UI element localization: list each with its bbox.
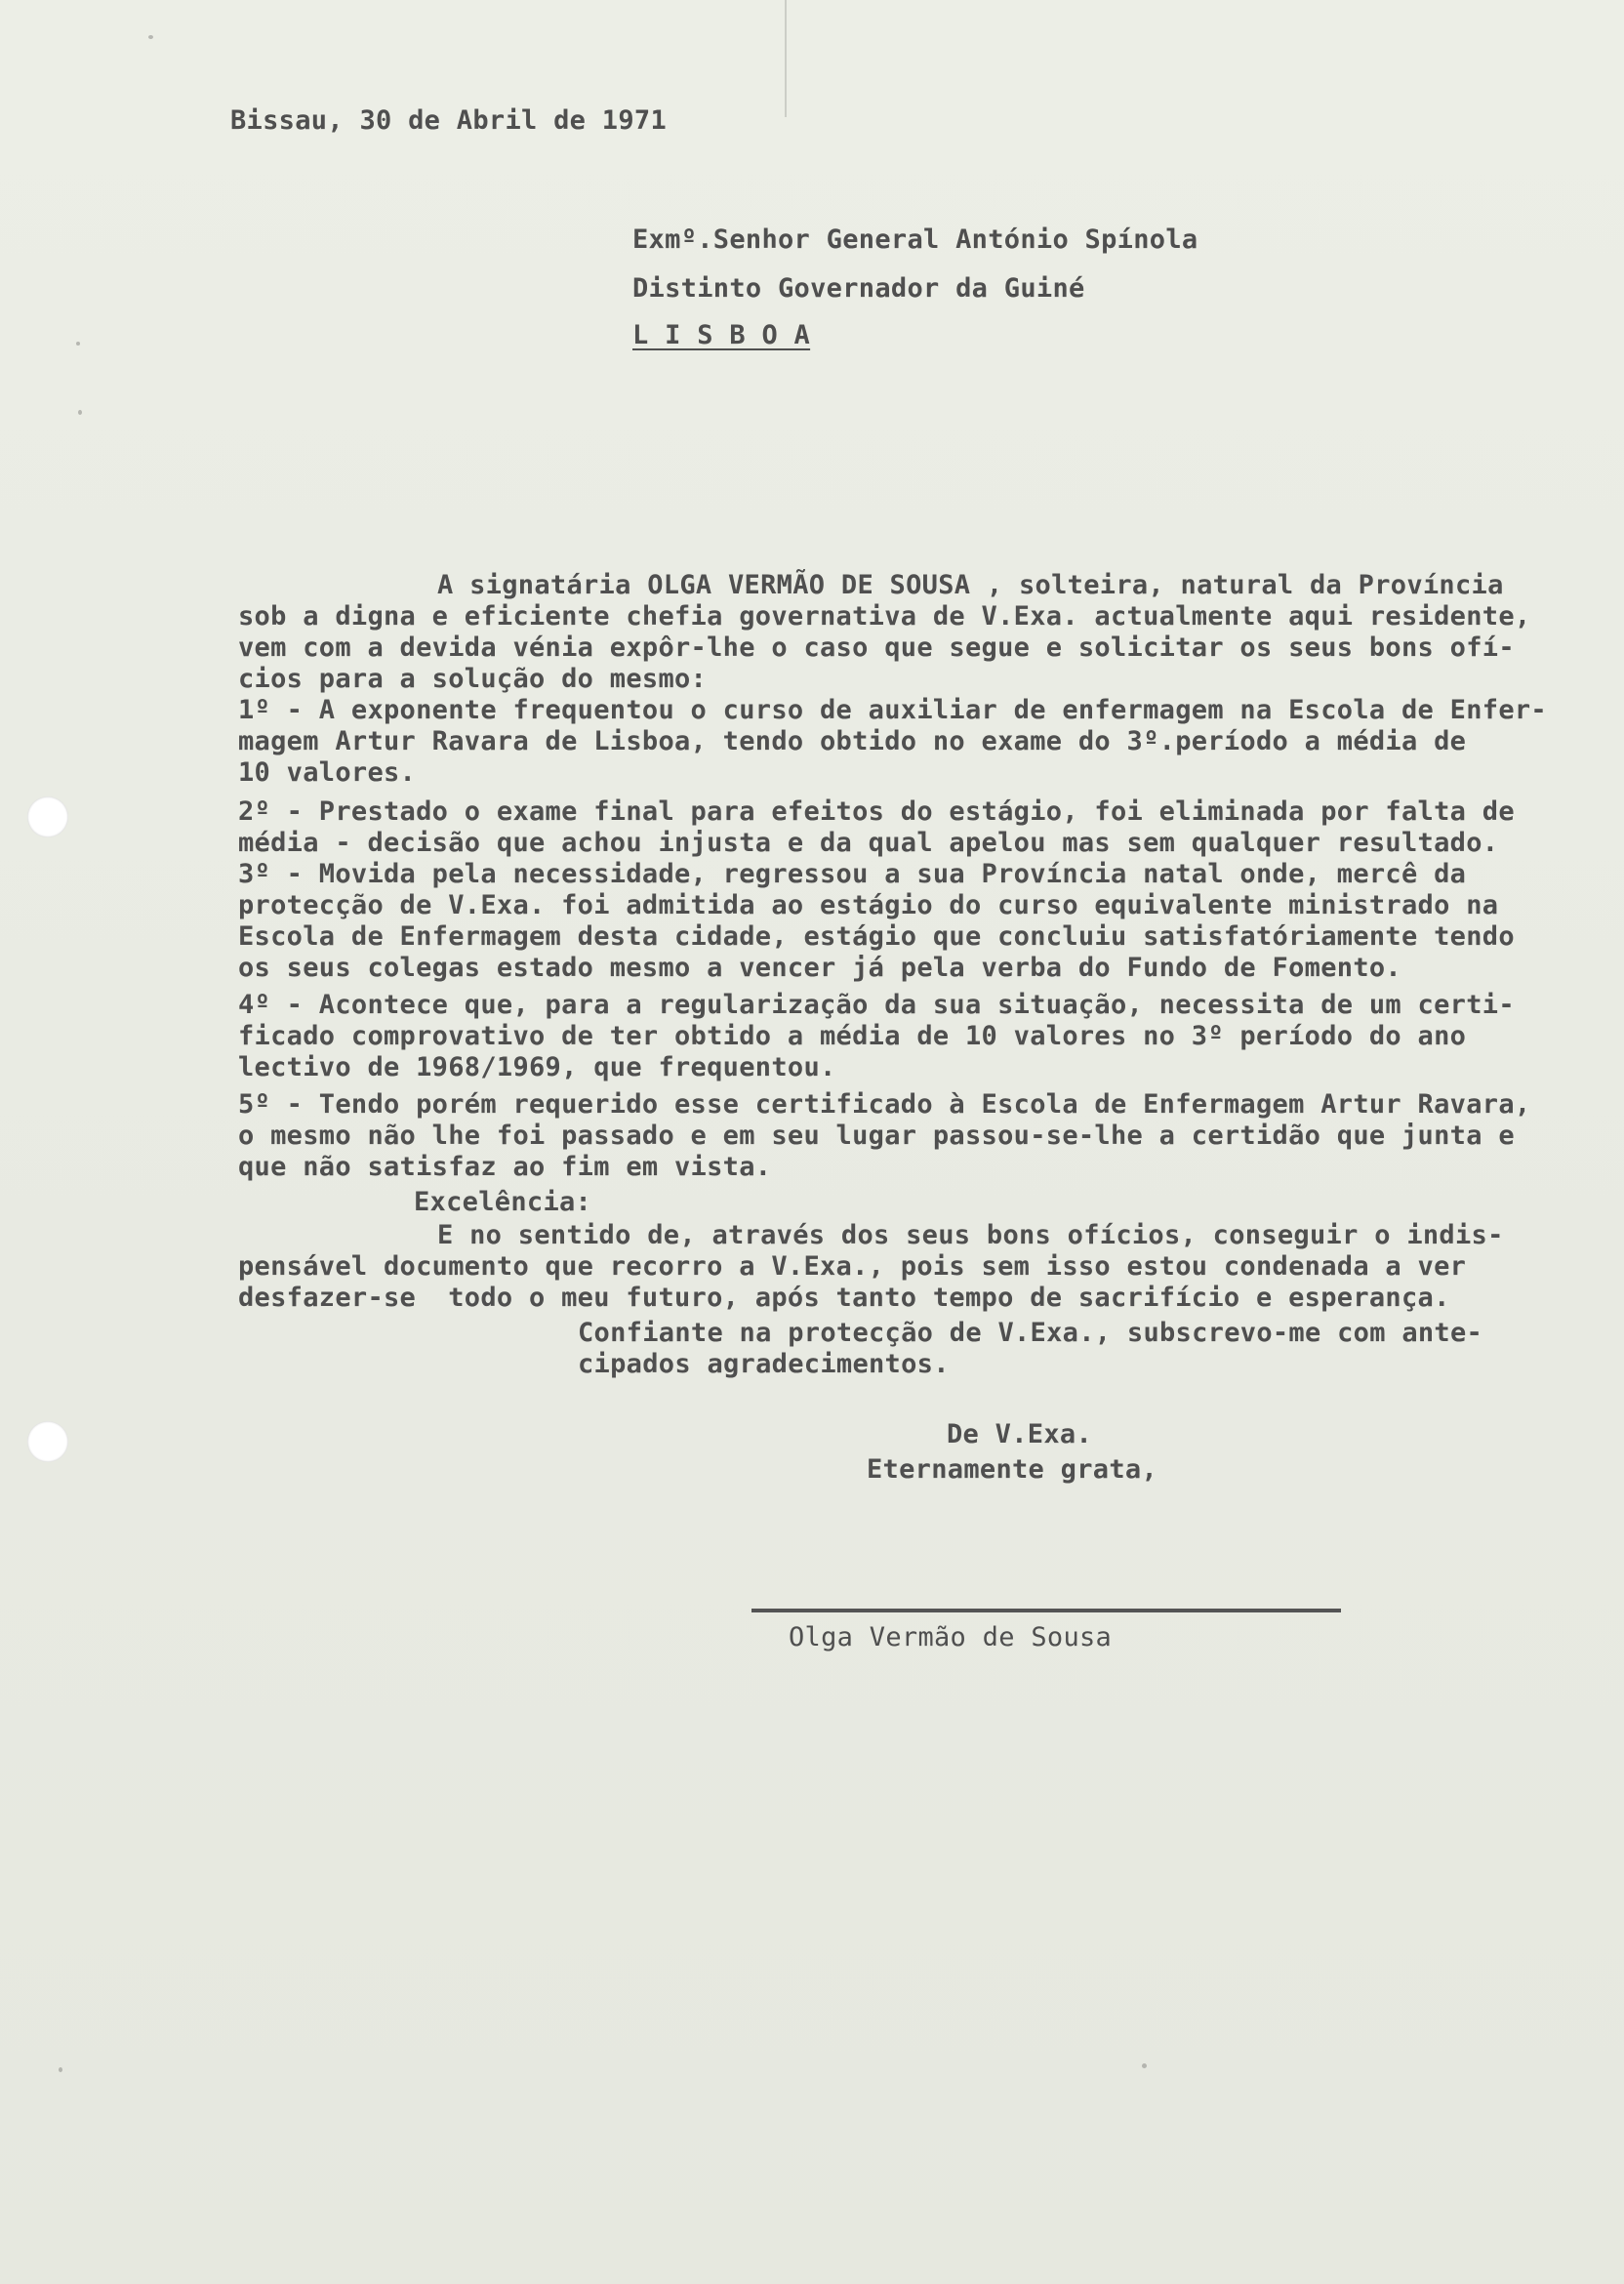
body-line: desfazer-se todo o meu futuro, após tanto tempo de sacrifício e esperança.: [238, 1283, 1450, 1313]
punch-hole-lower: [27, 1421, 68, 1462]
paper-speck: [1142, 2063, 1147, 2068]
body-line: lectivo de 1968/1969, que frequentou.: [238, 1052, 836, 1082]
paper-speck: [78, 410, 82, 415]
signature-name: Olga Vermão de Sousa: [789, 1622, 1113, 1652]
body-line: 5º - Tendo porém requerido esse certificado à Escola de Enfermagem Artur Ravara,: [238, 1089, 1531, 1120]
body-line: Confiante na protecção de V.Exa., subscrevo-me com ante-: [578, 1318, 1483, 1348]
addressee-line-2: Distinto Governador da Guiné: [632, 273, 1085, 304]
closing-line-1: De V.Exa.: [947, 1419, 1092, 1449]
body-line: E no sentido de, através dos seus bons ofícios, conseguir o indis-: [437, 1220, 1504, 1250]
body-line: magem Artur Ravara de Lisboa, tendo obtido no exame do 3º.período a média de: [238, 726, 1467, 756]
body-line: A signatária OLGA VERMÃO DE SOUSA , solteira, natural da Província: [437, 570, 1504, 600]
dateline: Bissau, 30 de Abril de 1971: [230, 105, 667, 136]
body-line: que não satisfaz ao fim em vista.: [238, 1152, 772, 1182]
body-line: 2º - Prestado o exame final para efeitos do estágio, foi eliminada por falta de: [238, 796, 1515, 827]
body-line: 4º - Acontece que, para a regularização da sua situação, necessita de um certi-: [238, 990, 1515, 1020]
body-line: cios para a solução do mesmo:: [238, 664, 708, 694]
punch-hole-upper: [27, 796, 68, 837]
body-line: 1º - A exponente frequentou o curso de auxiliar de enfermagem na Escola de Enfer-: [238, 695, 1547, 725]
body-line: protecção de V.Exa. foi admitida ao estágio do curso equivalente ministrado na: [238, 890, 1499, 920]
addressee-city: L I S B O A: [632, 320, 811, 350]
closing-line-2: Eternamente grata,: [867, 1454, 1157, 1485]
body-line: Escola de Enfermagem desta cidade, estágio que concluiu satisfatóriamente tendo: [238, 921, 1515, 952]
body-line: sob a digna e eficiente chefia governativa de V.Exa. actualmente aqui residente,: [238, 601, 1531, 632]
body-line: cipados agradecimentos.: [578, 1349, 950, 1379]
body-line: pensável documento que recorro a V.Exa., pois sem isso estou condenada a ver: [238, 1251, 1467, 1282]
body-line: 3º - Movida pela necessidade, regressou a sua Província natal onde, mercê da: [238, 859, 1467, 889]
body-line: ficado comprovativo de ter obtido a média de 10 valores no 3º período do ano: [238, 1021, 1467, 1051]
paper-speck: [148, 35, 153, 39]
body-line: os seus colegas estado mesmo a vencer já pela verba do Fundo de Fomento.: [238, 953, 1401, 983]
body-line: vem com a devida vénia expôr-lhe o caso que segue e solicitar os seus bons ofí-: [238, 632, 1515, 663]
signature-line: [751, 1609, 1341, 1612]
body-line: média - decisão que achou injusta e da qual apelou mas sem qualquer resultado.: [238, 828, 1499, 858]
body-line: Excelência:: [414, 1187, 592, 1217]
addressee-line-1: Exmº.Senhor General António Spínola: [632, 224, 1198, 255]
body-line: o mesmo não lhe foi passado e em seu lugar passou-se-lhe a certidão que junta e: [238, 1121, 1515, 1151]
paper-speck: [76, 342, 80, 346]
body-line: 10 valores.: [238, 757, 417, 788]
paper-speck: [59, 2067, 62, 2072]
fold-crease: [785, 0, 787, 117]
